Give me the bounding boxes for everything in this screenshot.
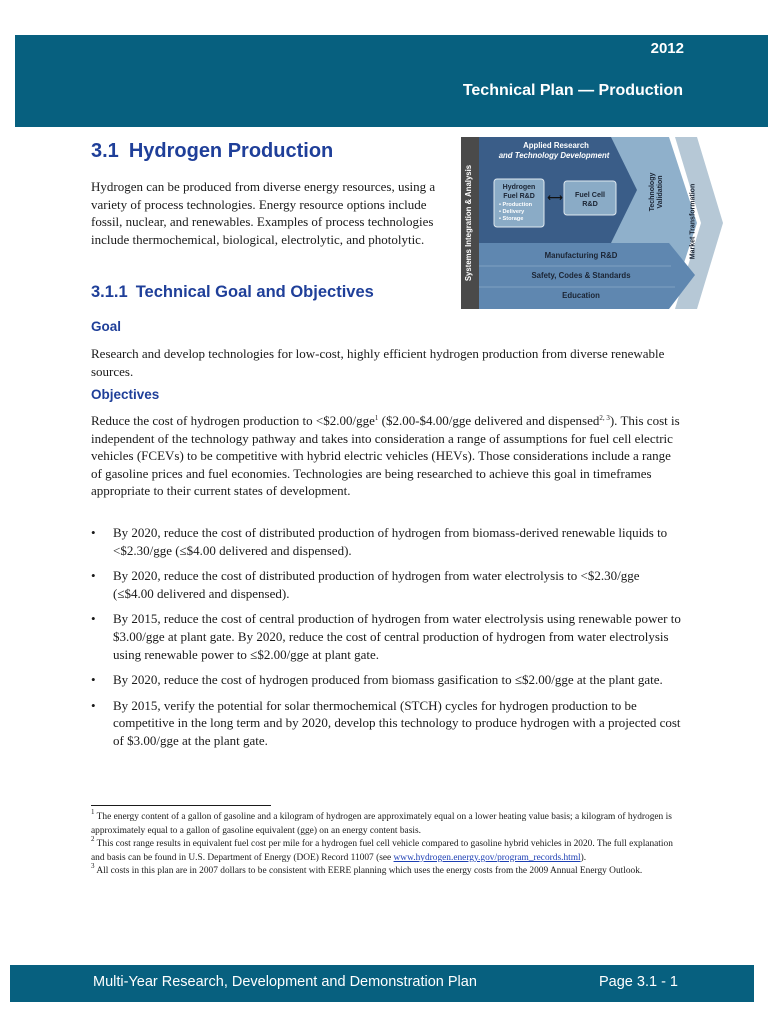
diagram-row-manufacturing: Manufacturing R&D	[544, 251, 618, 260]
objectives-text: ($2.00-$4.00/gge delivered and dispensed	[378, 413, 600, 428]
diagram-market-transformation: Market Transformation	[689, 183, 697, 260]
diagram-side-label: Systems Integration & Analysis	[464, 164, 473, 282]
diagram-top-label-1: Applied Research	[523, 141, 589, 150]
diagram-top-label-2: and Technology Development	[498, 151, 610, 160]
objectives-list	[91, 524, 681, 758]
footnote-ref: 1	[374, 414, 379, 422]
section-title-text: Hydrogen Production	[128, 140, 334, 162]
objectives-text: Reduce the cost of hydrogen production to <$2.00/gge	[91, 413, 375, 428]
list-item-text: By 2015, verify the potential for solar thermochemical (STCH) cycles for hydrogen production to be competitive in the long term and by 2020, develop this technology to produce hydrogen with a projected cost of $3.00/gge at the plant gate.	[113, 697, 681, 748]
footnote-mark: 3	[91, 862, 95, 871]
list-item	[91, 697, 681, 750]
subsection-title-text: Technical Goal and Objectives	[135, 283, 374, 301]
footnote-mark: 1	[91, 808, 95, 816]
footnote-text: This cost range results in equivalent fuel cost per mile for a hydrogen fuel cell vehicle compared to gasoline hybrid vehicles in 2020. The full explanation and basis can be found in U.S. Department of Energy (DOE) Record 11007 (see	[91, 839, 673, 863]
section-title	[91, 140, 333, 163]
list-item-text: By 2020, reduce the cost of distributed production of hydrogen from biomass-derived renewable liquids to <$2.30/gge (≤$4.00 delivered and dispensed).	[113, 525, 668, 558]
diagram-box2-title: Fuel Cell R&D	[575, 190, 605, 208]
diagram-row-safety: Safety, Codes & Standards	[531, 271, 631, 280]
goal-heading: Goal	[91, 319, 122, 334]
header-banner	[15, 35, 768, 127]
footnote-1	[91, 808, 681, 838]
list-item	[91, 610, 681, 663]
list-item-text: By 2015, reduce the cost of central production of hydrogen from water electrolysis using renewable power to $3.00/gge at plant gate. By 2020, reduce the cost of central production of hydrogen from water electrolysis using renewable power to ≤$2.00/gge at plant gate.	[113, 611, 681, 662]
list-item	[91, 524, 681, 559]
page-number: Page 3.1 - 1	[599, 974, 678, 990]
intro-paragraph: Hydrogen can be produced from diverse energy resources, using a variety of process technologies. Energy resource options include fossil, nuclear, and renewables. Examples of process technologies include thermochemical, biological, electrolytic, and photolytic.	[91, 179, 436, 247]
list-item-text: By 2020, reduce the cost of distributed production of hydrogen from water electrolysis to <$2.30/gge (≤$4.00 delivered and dispensed).	[113, 568, 640, 601]
objectives-paragraph	[91, 412, 681, 500]
subsection-title	[91, 283, 374, 302]
diagram-tech-validation: Technology Validation	[649, 172, 664, 212]
goal-text: Research and develop technologies for low-cost, highly efficient hydrogen production from diverse renewable sources.	[91, 346, 665, 379]
footnote-text: ).	[580, 852, 587, 863]
footnote-2	[91, 835, 681, 865]
list-item	[91, 671, 681, 689]
list-item	[91, 567, 681, 602]
footnote-text: All costs in this plan are in 2007 dollars to be consistent with EERE planning which uses the energy costs from the 2009 Annual Energy Outlook.	[94, 866, 643, 877]
diagram-box1-item: • Storage	[499, 216, 524, 222]
bullet-icon: •	[91, 568, 96, 584]
footnotes	[91, 808, 681, 879]
subsection-number: 3.1.1	[91, 283, 128, 301]
bullet-icon: •	[91, 672, 96, 688]
footnote-divider	[91, 805, 271, 806]
header-title: Technical Plan — Production	[462, 82, 683, 99]
diagram-box1-items	[499, 202, 532, 223]
bullet-icon: •	[91, 525, 96, 540]
header-year: 2012	[650, 40, 684, 57]
bullet-icon: •	[91, 611, 96, 627]
diagram-box1-title: Hydrogen Fuel R&D	[502, 184, 536, 200]
objectives-text: ). This cost is independent of the technology pathway and takes into consideration a range of assumptions for fuel cell electric vehicles (FCEVs) to be competitive with hybrid electric vehicles (HEVs). Those considerations include a range of gasoline prices and fuel economies. Technologies are being researched to achieve this goal in timeframes appropriate to their current states of development.	[91, 413, 680, 499]
objectives-heading: Objectives	[91, 387, 160, 402]
list-item-text: By 2020, reduce the cost of hydrogen produced from biomass gasification to ≤$2.00/gge at the plant gate.	[113, 672, 663, 688]
diagram-box1-item: • Delivery	[499, 209, 525, 215]
diagram-graphic	[461, 137, 723, 309]
bullet-icon: •	[91, 697, 96, 713]
section-number: 3.1	[91, 140, 119, 162]
diagram-arrow-icon: ⟷	[547, 192, 563, 204]
footnote-text: The energy content of a gallon of gasoline and a kilogram of hydrogen are approximately equal on a lower heating value basis; a kilogram of hydrogen is approximately equal to a gallon of gasoline equivalent (gge) on an energy content basis.	[91, 812, 672, 836]
footnote-3	[91, 862, 681, 879]
program-records-link[interactable]: www.hydrogen.energy.gov/program_records.html	[393, 852, 581, 863]
footnote-ref: 2, 3	[599, 414, 610, 422]
footer-plan-title: Multi-Year Research, Development and Demonstration Plan	[93, 974, 477, 990]
diagram-box1-item: • Production	[499, 202, 533, 208]
program-structure-diagram	[461, 137, 723, 309]
diagram-row-education: Education	[562, 291, 600, 300]
footnote-mark: 2	[91, 835, 95, 844]
footer-banner	[10, 965, 754, 1002]
